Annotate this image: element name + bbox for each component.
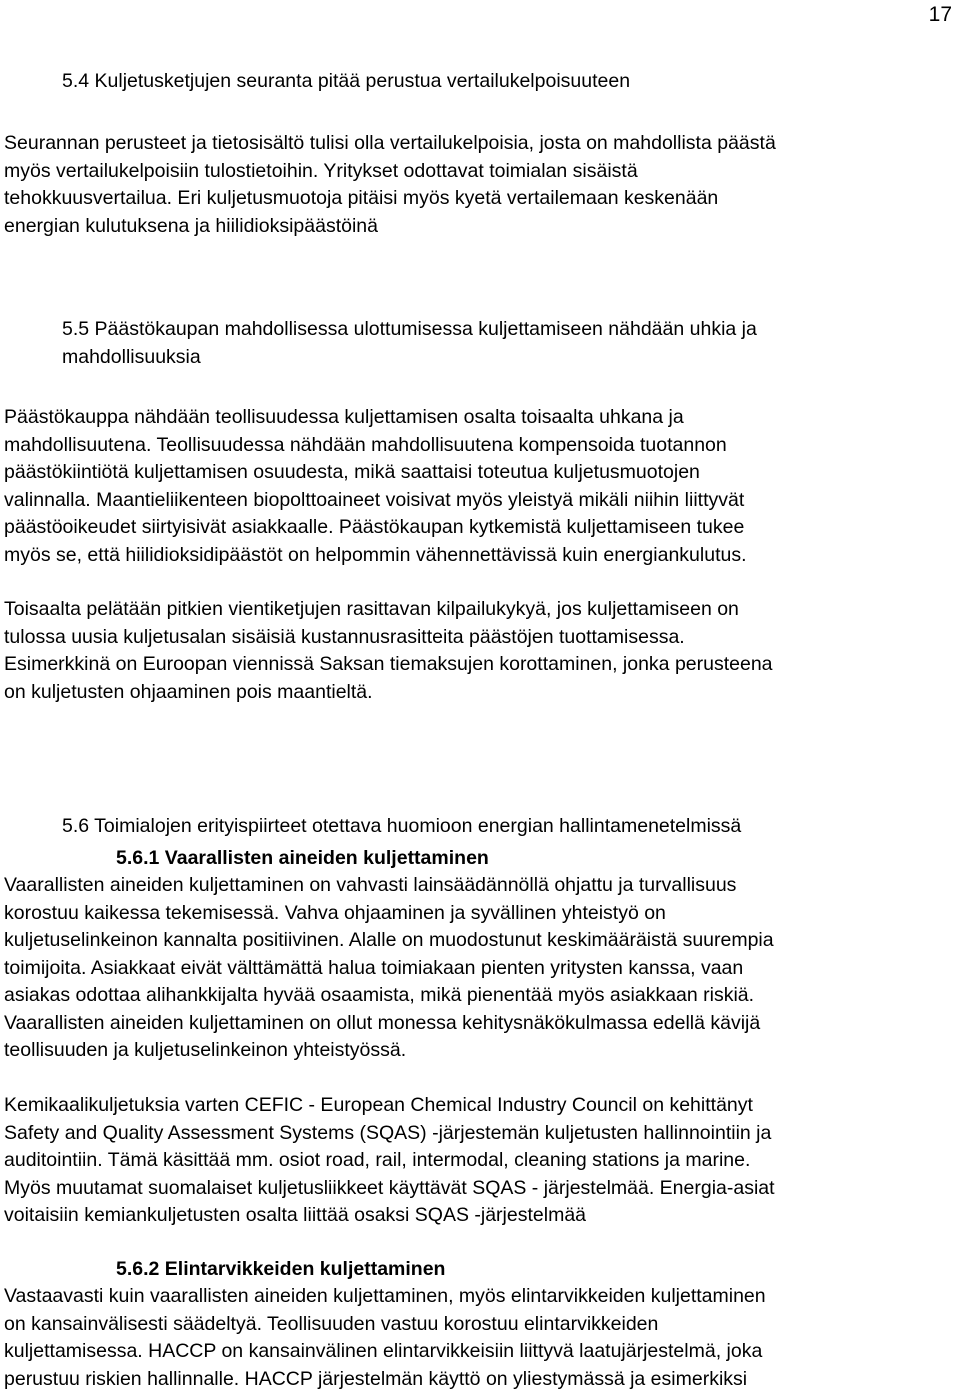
page-number: 17 [928,3,952,26]
section-heading-5-5 [62,316,952,371]
text-line: Myös muutamat suomalaiset kuljetusliikkeet käyttävät SQAS - järjestelmää. Energia-asiat [4,1176,775,1199]
text-line: Esimerkkinä on Euroopan viennissä Saksan tiemaksujen korottaminen, jonka perusteena [4,653,773,675]
text-line: valinnalla. Maantieliikenteen biopolttoaineet voisivat myös yleistyä mikäli niihin liittyvät [4,488,745,511]
text-line: kuljettamisessa. HACCP on kansainvälinen elintarvikkeisiin liittyvä laatujärjestelmä, joka [4,1340,763,1362]
paragraph-5-6-1-2 [4,1092,954,1230]
text-line: Vaarallisten aineiden kuljettaminen on vahvasti lainsäädännöllä ohjattu ja turvallisuus [4,874,737,896]
text-line: asiakas odottaa alihankkijalta hyvää osaamista, mikä pienentää myös asiakkaan riskiä. [4,984,755,1006]
text-line: tehokkuusvertailua. Eri kuljetusmuotoja pitäisi myös kyetä vertailemaan keskenään [4,187,719,209]
text-line: tulossa uusia kuljetusalan sisäisiä kustannusrasitteita päästöjen tuottamisessa. [4,625,685,648]
text-line: myös vertailukelpoisiin tulostietoihin. Yritykset odottavat toimialan sisäistä [4,159,638,182]
heading-line: mahdollisuuksia [62,345,201,368]
subsection-heading-5-6-1: 5.6.1 Vaarallisten aineiden kuljettaminen [116,847,489,869]
text-line: mahdollisuutena. Teollisuudessa nähdään mahdollisuutena kompensoida tuotannon [4,433,727,456]
text-line: kuljetuselinkeinon kannalta positiivinen. Alalle on muodostunut keskimääräistä suurempia [4,929,774,951]
text-line: myös se, että hiilidioksidipäästöt on helpommin vähennettävissä kuin energiankulutus. [4,543,747,566]
text-line: Kemikaalikuljetuksia varten CEFIC - European Chemical Industry Council on kehittänyt [4,1094,753,1116]
text-line: Safety and Quality Assessment Systems (SQAS) -järjestemän kuljetusten hallinnointiin ja [4,1121,772,1144]
text-line: Vaarallisten aineiden kuljettaminen on ollut monessa kehitysnäkökulmassa edellä kävijä [4,1011,761,1034]
text-line: päästökiintiötä kuljettamisen osuudesta, mikä saattaisi toteutua kuljetusmuotojen [4,461,700,483]
paragraph-5-6-1-1 [4,872,954,1065]
section-heading-5-6: 5.6 Toimialojen erityispiirteet otettava huomioon energian hallintamenetelmissä [62,815,742,837]
text-line: on kuljetusten ohjaaminen pois maantieltä. [4,680,373,703]
paragraph-5-4 [4,130,954,240]
text-line: energian kulutuksena ja hiilidioksipäästöinä [4,214,378,237]
paragraph-5-5-2 [4,596,954,706]
text-line: auditointiin. Tämä käsittää mm. osiot road, rail, intermodal, cleaning stations ja marine. [4,1149,751,1171]
paragraph-5-6-2-1 [4,1283,954,1393]
text-line: voitaisiin kemiankuljetusten osalta liittää osaksi SQAS -järjestelmää [4,1204,587,1226]
text-line: Seurannan perusteet ja tietosisältö tulisi olla vertailukelpoisia, josta on mahdollista päästä [4,132,776,154]
text-line: teollisuuden ja kuljetuselinkeinon yhteistyössä. [4,1039,407,1061]
subsection-heading-5-6-2: 5.6.2 Elintarvikkeiden kuljettaminen [116,1258,446,1280]
paragraph-5-5-1 [4,404,954,569]
text-line: Päästökauppa nähdään teollisuudessa kuljettamisen osalta toisaalta uhkana ja [4,406,684,428]
text-line: Toisaalta pelätään pitkien vientiketjujen rasittavan kilpailukykyä, jos kuljettamiseen on [4,598,739,620]
text-line: päästöoikeudet siirtyisivät asiakkaalle. Päästökaupan kytkemistä kuljettamiseen tukee [4,516,745,538]
text-line: perustuu riskien hallinnalle. HACCP järjestelmän käyttö on yliestymässä ja esimerkiksi [4,1367,748,1390]
heading-line: 5.5 Päästökaupan mahdollisessa ulottumisessa kuljettamiseen nähdään uhkia ja [62,318,757,340]
text-line: korostuu kaikessa tekemisessä. Vahva ohjaaminen ja syvällinen yhteistyö on [4,901,666,924]
text-line: on kansainvälisesti säädeltyä. Teollisuuden vastuu korostuu elintarvikkeiden [4,1312,659,1335]
section-heading-5-4: 5.4 Kuljetusketjujen seuranta pitää perustua vertailukelpoisuuteen [62,70,631,92]
text-line: Vastaavasti kuin vaarallisten aineiden kuljettaminen, myös elintarvikkeiden kuljettaminen [4,1285,766,1307]
text-line: toimijoita. Asiakkaat eivät välttämättä halua toimiakaan pienten yritysten kanssa, vaan [4,956,744,979]
